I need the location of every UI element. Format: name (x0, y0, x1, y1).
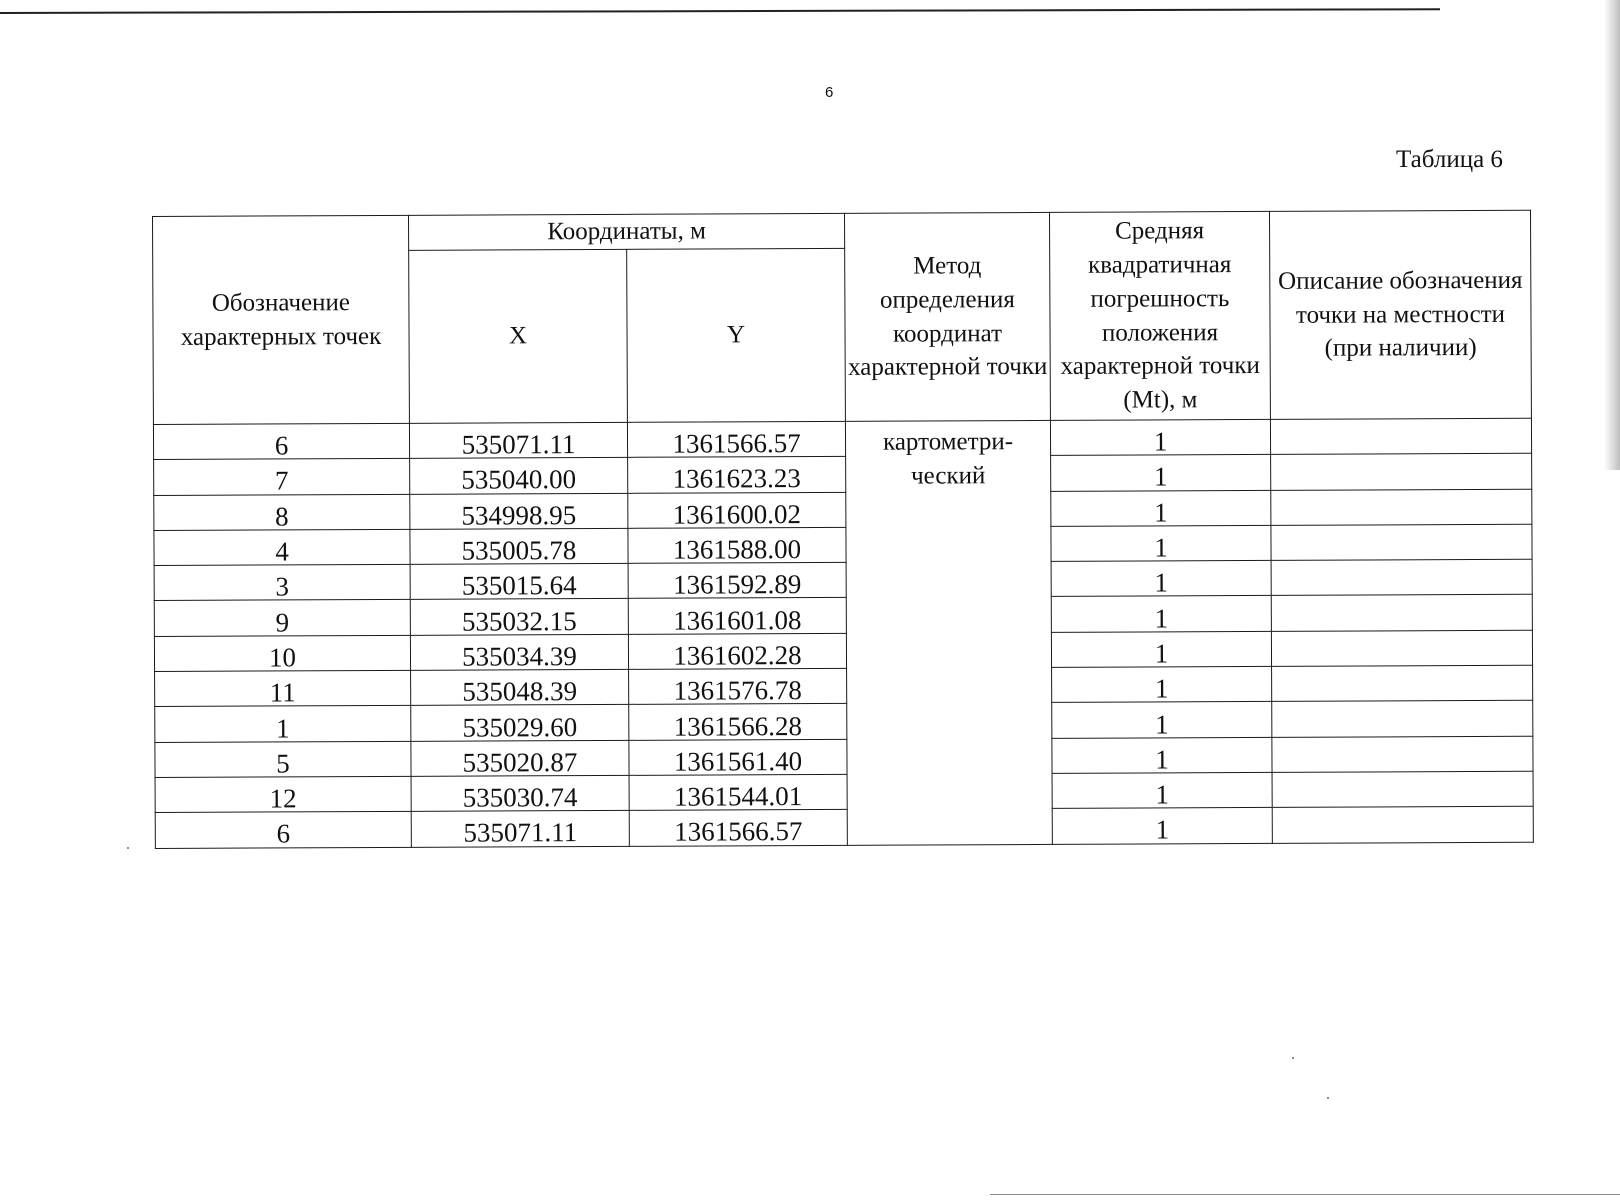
cell-point: 1 (155, 706, 411, 742)
cell-description (1272, 771, 1533, 807)
cell-mt: 1 (1050, 419, 1270, 455)
cell-description (1270, 418, 1531, 454)
cell-description (1271, 489, 1532, 525)
cell-x: 535071.11 (411, 811, 629, 847)
header-accuracy: Средняя квадратичная погрешность положения характерной точки (Mt), м (1050, 211, 1271, 420)
cell-mt: 1 (1052, 667, 1272, 703)
scan-speck (1327, 1097, 1329, 1099)
scan-border-line (0, 8, 1440, 14)
cell-y: 1361600.02 (628, 492, 846, 528)
cell-x: 535071.11 (409, 422, 627, 458)
table-row (155, 807, 1533, 849)
cell-x: 535032.15 (410, 599, 628, 635)
cell-point: 10 (154, 635, 410, 671)
cell-method: картометри-ческий (845, 420, 1052, 844)
cell-description (1271, 524, 1532, 560)
cell-mt: 1 (1051, 490, 1271, 526)
scan-border-line (990, 1194, 1620, 1195)
cell-point: 6 (155, 812, 411, 848)
cell-x: 535029.60 (411, 705, 629, 741)
cell-y: 1361588.00 (628, 527, 846, 563)
cell-y: 1361623.23 (628, 457, 846, 493)
cell-y: 1361566.28 (629, 704, 847, 740)
cell-description (1272, 701, 1533, 737)
cell-mt: 1 (1051, 561, 1271, 597)
cell-point: 7 (154, 459, 410, 495)
cell-x: 535030.74 (411, 775, 629, 811)
cell-x: 535040.00 (410, 458, 628, 494)
cell-mt: 1 (1051, 631, 1271, 667)
cell-description (1271, 559, 1532, 595)
cell-point: 5 (155, 741, 411, 777)
cell-x: 534998.95 (410, 493, 628, 529)
cell-x: 535015.64 (410, 564, 628, 600)
table-caption: Таблица 6 (1396, 146, 1503, 173)
cell-mt: 1 (1051, 525, 1271, 561)
cell-point: 4 (154, 529, 410, 565)
cell-point: 8 (154, 494, 410, 530)
cell-description (1272, 807, 1533, 843)
cell-point: 12 (155, 776, 411, 812)
cell-mt: 1 (1052, 808, 1272, 844)
cell-y: 1361602.28 (628, 633, 846, 669)
header-y: Y (627, 248, 846, 422)
scan-speck (1292, 1057, 1294, 1059)
header-row (153, 210, 1531, 251)
cell-description (1272, 665, 1533, 701)
header-description: Описание обозначения точки на местности (при наличии) (1270, 210, 1532, 419)
scan-speck (127, 847, 129, 849)
cell-mt: 1 (1052, 737, 1272, 773)
header-x: X (409, 249, 628, 423)
cell-mt: 1 (1052, 702, 1272, 738)
cell-y: 1361592.89 (628, 563, 846, 599)
cell-y: 1361566.57 (629, 810, 847, 846)
cell-y: 1361561.40 (629, 739, 847, 775)
page-number: 6 (825, 84, 834, 101)
cell-y: 1361576.78 (629, 668, 847, 704)
cell-point: 3 (154, 565, 410, 601)
cell-description (1271, 595, 1532, 631)
cell-x: 535034.39 (410, 634, 628, 670)
cell-x: 535005.78 (410, 528, 628, 564)
cell-mt: 1 (1051, 455, 1271, 491)
cell-description (1271, 454, 1532, 490)
cell-point: 6 (153, 423, 409, 459)
cell-y: 1361601.08 (628, 598, 846, 634)
coordinates-table (152, 210, 1534, 849)
cell-point: 11 (155, 670, 411, 706)
cell-description (1272, 736, 1533, 772)
cell-description (1271, 630, 1532, 666)
cell-x: 535048.39 (411, 669, 629, 705)
cell-x: 535020.87 (411, 740, 629, 776)
cell-y: 1361544.01 (629, 774, 847, 810)
header-method: Метод определения координат характерной точки (845, 212, 1051, 421)
header-point-designation: Обозначение характерных точек (153, 215, 410, 424)
cell-mt: 1 (1052, 772, 1272, 808)
cell-mt: 1 (1051, 596, 1271, 632)
cell-y: 1361566.57 (627, 421, 845, 457)
scan-edge-shadow (1604, 0, 1620, 470)
coordinates-table-container (152, 210, 1534, 849)
cell-point: 9 (154, 600, 410, 636)
header-coordinates: Координаты, м (408, 213, 844, 250)
